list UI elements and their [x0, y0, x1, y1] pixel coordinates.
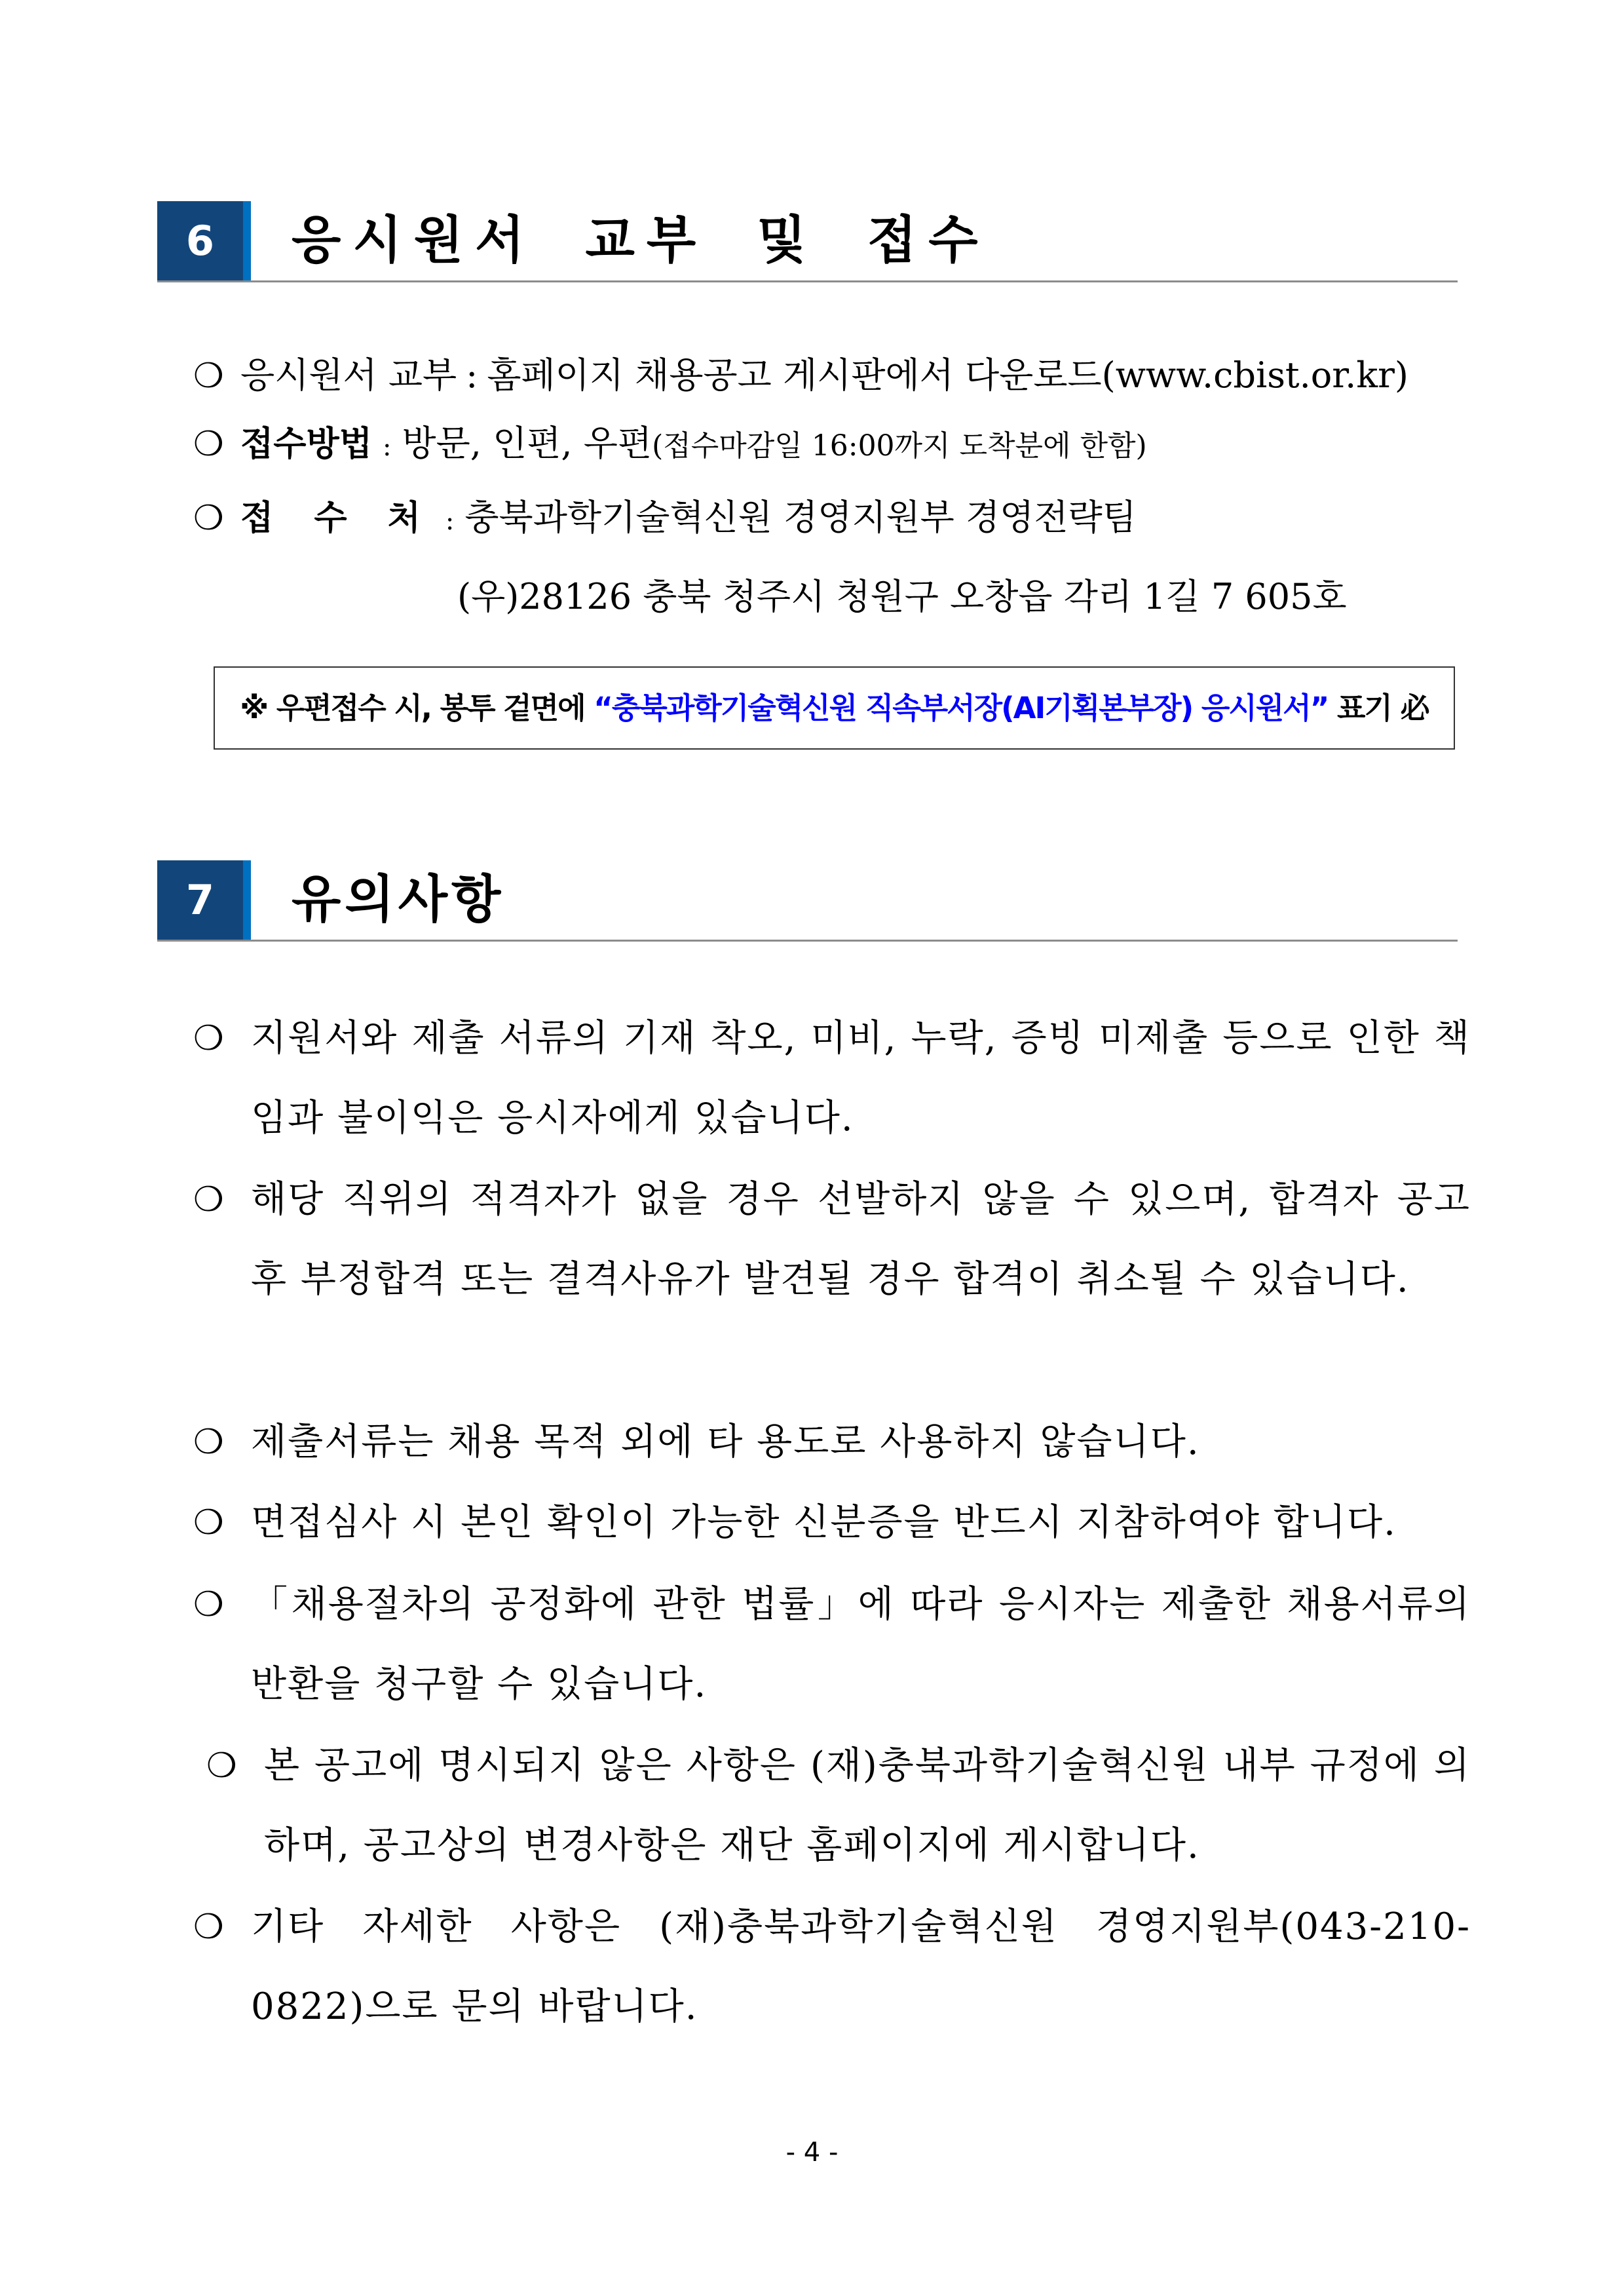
- notice-item-text: 본 공고에 명시되지 않은 사항은 (재)충북과학기술혁신원 내부 규정에 의하며, 공고상의 변경사항은 재단 홈페이지에 게시합니다.: [264, 1744, 1471, 1867]
- notice-item: [193, 1160, 1471, 1320]
- submission-method-item: [193, 421, 1147, 470]
- bullet-icon: ❍: [193, 1180, 225, 1219]
- bullet-icon: ❍: [193, 356, 224, 396]
- notice-prefix: ※ 우편접수 시, 봉투 겉면에: [240, 691, 594, 725]
- bullet-icon: ❍: [193, 499, 224, 538]
- colon: :: [382, 432, 392, 462]
- item-text: 충북과학기술혁신원 경영지원부 경영전략팀: [464, 497, 1137, 538]
- section-6-divider: [157, 280, 1458, 282]
- notice-item-text: 「채용절차의 공정화에 관한 법률」에 따라 응시자는 제출한 채용서류의 반환을 청구할 수 있습니다.: [251, 1583, 1471, 1706]
- item-label: 접수방법: [240, 425, 372, 464]
- section-7-accent-stripe: [243, 860, 251, 940]
- bullet-icon: ❍: [193, 1503, 225, 1542]
- notice-highlight: “충북과학기술혁신원 직속부서장(AI기획본부장) 응시원서”: [594, 691, 1329, 725]
- notice-item: [193, 1483, 1471, 1563]
- application-form-item: [193, 353, 1408, 399]
- bullet-icon: ❍: [193, 1019, 225, 1058]
- notice-item: [193, 1402, 1471, 1482]
- section-7-title: 유의사항: [292, 870, 505, 929]
- colon: :: [445, 506, 455, 536]
- mail-submission-notice: [214, 666, 1455, 750]
- notice-item: [193, 999, 1471, 1158]
- notice-item: [193, 1565, 1471, 1725]
- section-7-number: 7: [157, 860, 243, 940]
- notice-item-text: 면접심사 시 본인 확인이 가능한 신분증을 반드시 지참하여야 합니다.: [251, 1501, 1397, 1544]
- section-6-header: [157, 201, 1458, 281]
- bullet-icon: ❍: [206, 1746, 238, 1786]
- submission-address: (우)28126 충북 청주시 청원구 오창읍 각리 1길 7 605호: [457, 576, 1347, 617]
- notice-item: [206, 1726, 1471, 1886]
- submission-place-item: [193, 495, 1137, 544]
- notice-item-text: 기타 자세한 사항은 (재)충북과학기술혁신원 경영지원부(043-210-0822)으로 문의 바랍니다.: [251, 1905, 1471, 2028]
- bullet-icon: ❍: [193, 1423, 225, 1462]
- section-6-number: 6: [157, 201, 243, 280]
- section-6-title: 응시원서 교부 및 접수: [292, 211, 990, 270]
- notice-suffix: 표기 必: [1328, 691, 1429, 725]
- item-text: 홈페이지 채용공고 게시판에서 다운로드(www.cbist.or.kr): [487, 354, 1408, 396]
- bullet-icon: ❍: [193, 1907, 225, 1947]
- notice-item-text: 해당 직위의 적격자가 없을 경우 선발하지 않을 수 있으며, 합격자 공고 후 부정합격 또는 결격사유가 발견될 경우 합격이 취소될 수 있습니다.: [251, 1178, 1471, 1301]
- section-6-accent-stripe: [243, 201, 251, 280]
- page-number: - 4 -: [785, 2137, 839, 2168]
- notice-item-text: 지원서와 제출 서류의 기재 착오, 미비, 누락, 증빙 미제출 등으로 인한 책임과 불이익은 응시자에게 있습니다.: [251, 1017, 1471, 1139]
- bullet-icon: ❍: [193, 425, 224, 464]
- item-note: (접수마감일 16:00까지 도착분에 한함): [652, 429, 1147, 463]
- section-7-divider: [157, 940, 1458, 942]
- notice-item: [193, 1887, 1471, 2047]
- item-text: 방문, 인편, 우편: [402, 423, 652, 464]
- item-label: 접 수 처: [240, 499, 435, 538]
- bullet-icon: ❍: [193, 1585, 225, 1624]
- notice-item-text: 제출서류는 채용 목적 외에 타 용도로 사용하지 않습니다.: [251, 1421, 1200, 1463]
- colon: :: [466, 354, 478, 396]
- item-label: 응시원서 교부: [240, 354, 457, 396]
- section-7-header: [157, 860, 1458, 940]
